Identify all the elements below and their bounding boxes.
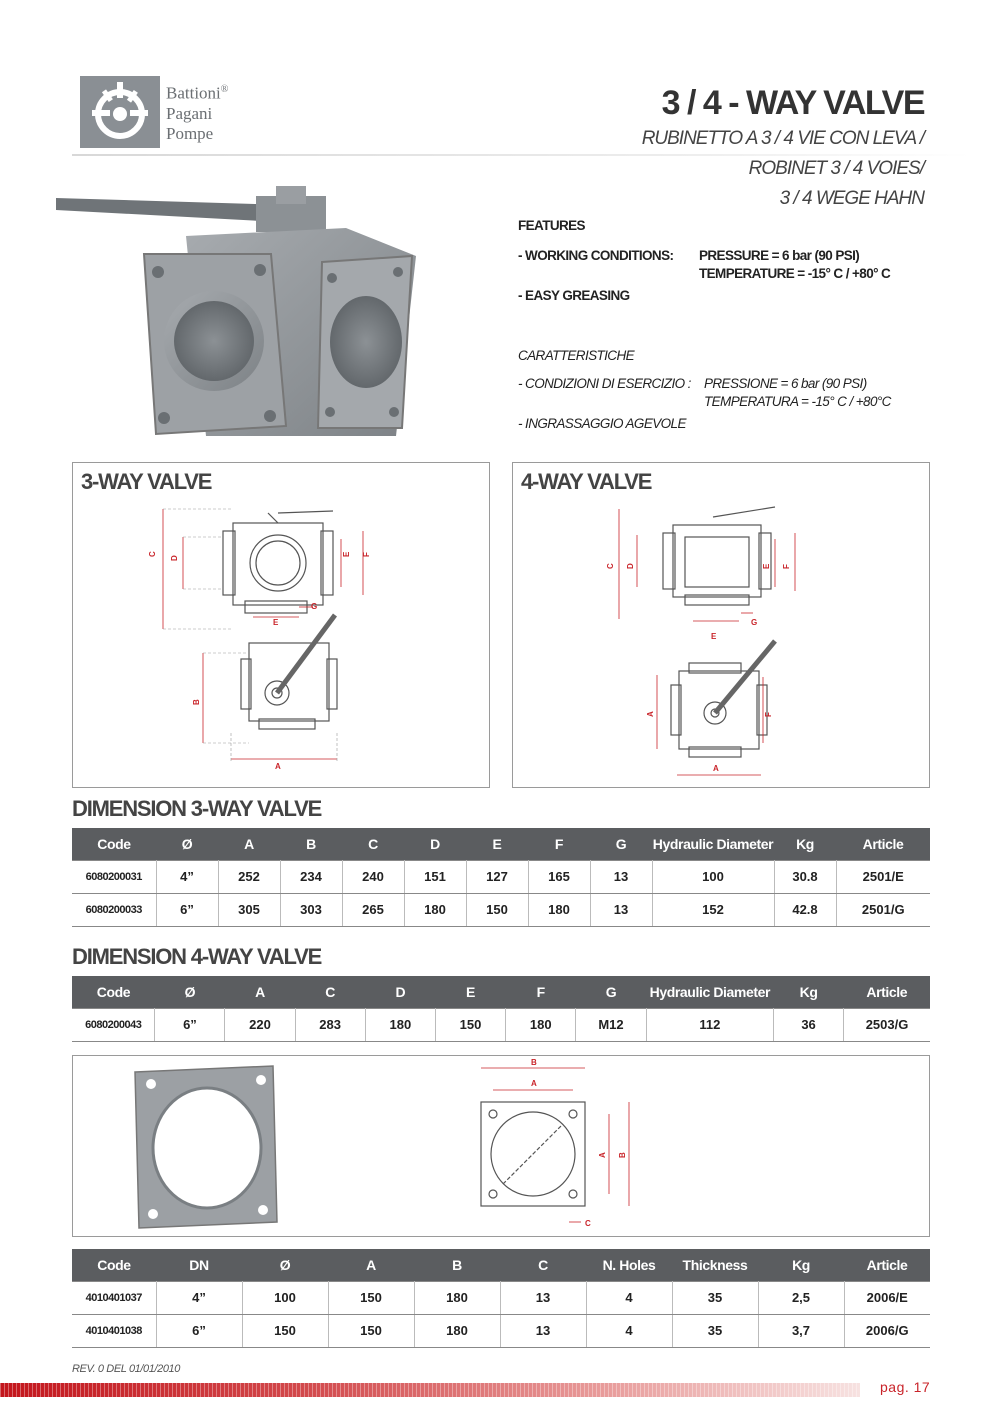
table-cell: 3,7 <box>758 1314 844 1347</box>
subtitle-italian: RUBINETTO A 3 / 4 VIE CON LEVA / <box>641 128 924 149</box>
table-cell: 2501/E <box>836 860 930 893</box>
table-cell: 234 <box>280 860 342 893</box>
column-header: DN <box>156 1249 242 1281</box>
four-way-panel-title: 4-WAY VALVE <box>521 469 652 494</box>
table-cell: 252 <box>218 860 280 893</box>
flange-panel <box>72 1055 930 1237</box>
condizioni-label: - CONDIZIONI DI ESERCIZIO : <box>518 376 691 391</box>
table-cell: 127 <box>466 860 528 893</box>
column-header: Kg <box>758 1249 844 1281</box>
table-cell: 2501/G <box>836 893 930 926</box>
dim-label-f-side: F <box>764 712 773 717</box>
flange-dim-b: B <box>531 1058 537 1067</box>
column-header: F <box>506 976 576 1008</box>
table-cell: 2006/G <box>844 1314 930 1347</box>
page-subtitle <box>642 124 924 214</box>
three-way-valve-panel <box>72 462 490 788</box>
table-cell: 2006/E <box>844 1281 930 1314</box>
table-cell: 30.8 <box>774 860 836 893</box>
temperatura-value: TEMPERATURA = -15° C / +80°C <box>704 394 891 409</box>
page-number: pag. 17 <box>880 1379 931 1395</box>
table-row <box>72 893 930 926</box>
table-cell: 6080200043 <box>72 1008 155 1041</box>
dim-label-e-bottom: E <box>273 618 279 627</box>
table-cell: 305 <box>218 893 280 926</box>
brand-line-1: Battioni <box>166 83 221 103</box>
table-cell: 35 <box>672 1281 758 1314</box>
column-header: Ø <box>156 828 218 860</box>
table-cell: 303 <box>280 893 342 926</box>
dim-label-g: G <box>311 602 318 611</box>
dim-label-e: E <box>762 563 771 569</box>
column-header: F <box>528 828 590 860</box>
table-cell: 2503/G <box>844 1008 930 1041</box>
table-cell: 165 <box>528 860 590 893</box>
table-cell: 6” <box>155 1008 225 1041</box>
column-header: Thickness <box>672 1249 758 1281</box>
table-cell: 180 <box>414 1281 500 1314</box>
footer-stripe <box>0 1383 860 1397</box>
table-cell: M12 <box>576 1008 646 1041</box>
dimension-table-4way <box>72 976 930 1042</box>
subtitle-french: ROBINET 3 / 4 VOIES/ <box>748 158 924 179</box>
table-cell: 36 <box>774 1008 844 1041</box>
pressione-value: PRESSIONE = 6 bar (90 PSI) <box>704 376 867 391</box>
table-cell: 13 <box>590 860 652 893</box>
column-header: Code <box>72 976 155 1008</box>
dim-label-a: A <box>275 762 281 771</box>
brand-line-2: Pagani <box>166 103 213 123</box>
table-cell: 265 <box>342 893 404 926</box>
table-cell: 283 <box>295 1008 365 1041</box>
column-header: A <box>218 828 280 860</box>
dim-label-e-bottom: E <box>711 632 717 641</box>
subtitle-german: 3 / 4 WEGE HAHN <box>779 188 924 209</box>
table-cell: 4” <box>156 1281 242 1314</box>
four-way-technical-drawing <box>513 463 931 789</box>
dim-label-b: B <box>192 699 201 705</box>
dim-label-c: C <box>606 563 615 569</box>
table-cell: 100 <box>652 860 774 893</box>
column-header: E <box>466 828 528 860</box>
table-cell: 4010401037 <box>72 1281 156 1314</box>
registered-mark: ® <box>220 84 229 95</box>
column-header: Article <box>844 976 930 1008</box>
column-header: B <box>280 828 342 860</box>
table-3way-title: DIMENSION 3-WAY VALVE <box>72 796 322 821</box>
table-row <box>72 1008 930 1041</box>
flange-dim-a: A <box>531 1079 537 1088</box>
column-header: G <box>576 976 646 1008</box>
table-cell: 240 <box>342 860 404 893</box>
flange-dim-a-side: A <box>598 1152 607 1158</box>
features-heading: FEATURES <box>518 218 585 233</box>
table-cell: 150 <box>242 1314 328 1347</box>
dim-label-e: E <box>342 551 351 557</box>
table-4way-title: DIMENSION 4-WAY VALVE <box>72 944 322 969</box>
revision-note: REV. 0 DEL 01/01/2010 <box>72 1363 180 1375</box>
table-cell: 2,5 <box>758 1281 844 1314</box>
column-header: Kg <box>774 828 836 860</box>
table-row <box>72 1314 930 1347</box>
flange-table <box>72 1249 930 1348</box>
table-cell: 4” <box>156 860 218 893</box>
column-header: Article <box>836 828 930 860</box>
column-header: D <box>404 828 466 860</box>
pressure-value: PRESSURE = 6 bar (90 PSI) <box>699 248 860 263</box>
table-cell: 100 <box>242 1281 328 1314</box>
flange-drawing <box>73 1056 931 1238</box>
table-cell: 150 <box>328 1281 414 1314</box>
table-cell: 13 <box>500 1314 586 1347</box>
column-header: C <box>342 828 404 860</box>
column-header: D <box>365 976 435 1008</box>
dim-label-d: D <box>626 563 635 569</box>
company-name <box>166 80 228 144</box>
column-header: Article <box>844 1249 930 1281</box>
column-header: Hydraulic Diameter <box>652 828 774 860</box>
column-header: Code <box>72 1249 156 1281</box>
dim-label-g: G <box>751 618 758 627</box>
column-header: C <box>295 976 365 1008</box>
column-header: A <box>225 976 295 1008</box>
table-cell: 180 <box>506 1008 576 1041</box>
table-cell: 4 <box>586 1281 672 1314</box>
three-way-panel-title: 3-WAY VALVE <box>81 469 212 494</box>
table-cell: 150 <box>328 1314 414 1347</box>
table-cell: 150 <box>466 893 528 926</box>
column-header: E <box>435 976 505 1008</box>
dimension-table-3way <box>72 828 930 927</box>
page-title: 3 / 4 - WAY VALVE <box>661 84 924 122</box>
flange-dim-b-side: B <box>618 1152 627 1158</box>
dim-label-c: C <box>148 551 157 557</box>
flange-dim-c: C <box>585 1219 591 1228</box>
table-cell: 180 <box>414 1314 500 1347</box>
easy-greasing: - EASY GREASING <box>518 288 630 303</box>
table-cell: 35 <box>672 1314 758 1347</box>
brand-line-3: Pompe <box>166 123 214 143</box>
valve-product-photo <box>56 166 476 456</box>
column-header: G <box>590 828 652 860</box>
column-header: Ø <box>155 976 225 1008</box>
logo-mark-icon <box>80 76 160 148</box>
table-cell: 13 <box>500 1281 586 1314</box>
dim-label-a: A <box>713 764 719 773</box>
caratteristiche-heading: CARATTERISTICHE <box>518 348 635 363</box>
table-cell: 42.8 <box>774 893 836 926</box>
dim-label-f: F <box>782 564 791 569</box>
company-logo <box>80 76 160 148</box>
table-cell: 180 <box>404 893 466 926</box>
table-cell: 152 <box>652 893 774 926</box>
dim-label-d: D <box>170 555 179 561</box>
table-cell: 112 <box>646 1008 773 1041</box>
column-header: Code <box>72 828 156 860</box>
table-cell: 220 <box>225 1008 295 1041</box>
table-cell: 4010401038 <box>72 1314 156 1347</box>
table-cell: 6080200033 <box>72 893 156 926</box>
column-header: Ø <box>242 1249 328 1281</box>
column-header: B <box>414 1249 500 1281</box>
column-header: Hydraulic Diameter <box>646 976 773 1008</box>
three-way-technical-drawing <box>73 463 491 789</box>
table-cell: 151 <box>404 860 466 893</box>
table-cell: 4 <box>586 1314 672 1347</box>
column-header: C <box>500 1249 586 1281</box>
dim-label-f: F <box>362 552 371 557</box>
table-cell: 6” <box>156 1314 242 1347</box>
table-cell: 180 <box>365 1008 435 1041</box>
flange-photo <box>135 1066 277 1228</box>
table-cell: 6” <box>156 893 218 926</box>
table-row <box>72 1281 930 1314</box>
table-cell: 13 <box>590 893 652 926</box>
dim-label-a-side: A <box>646 711 655 717</box>
working-conditions-label: - WORKING CONDITIONS: <box>518 248 674 263</box>
column-header: Kg <box>774 976 844 1008</box>
table-cell: 6080200031 <box>72 860 156 893</box>
temperature-value: TEMPERATURE = -15° C / +80° C <box>699 266 891 281</box>
table-cell: 180 <box>528 893 590 926</box>
ingrassaggio: - INGRASSAGGIO AGEVOLE <box>518 416 686 431</box>
table-cell: 150 <box>435 1008 505 1041</box>
column-header: A <box>328 1249 414 1281</box>
four-way-valve-panel <box>512 462 930 788</box>
table-row <box>72 860 930 893</box>
column-header: N. Holes <box>586 1249 672 1281</box>
